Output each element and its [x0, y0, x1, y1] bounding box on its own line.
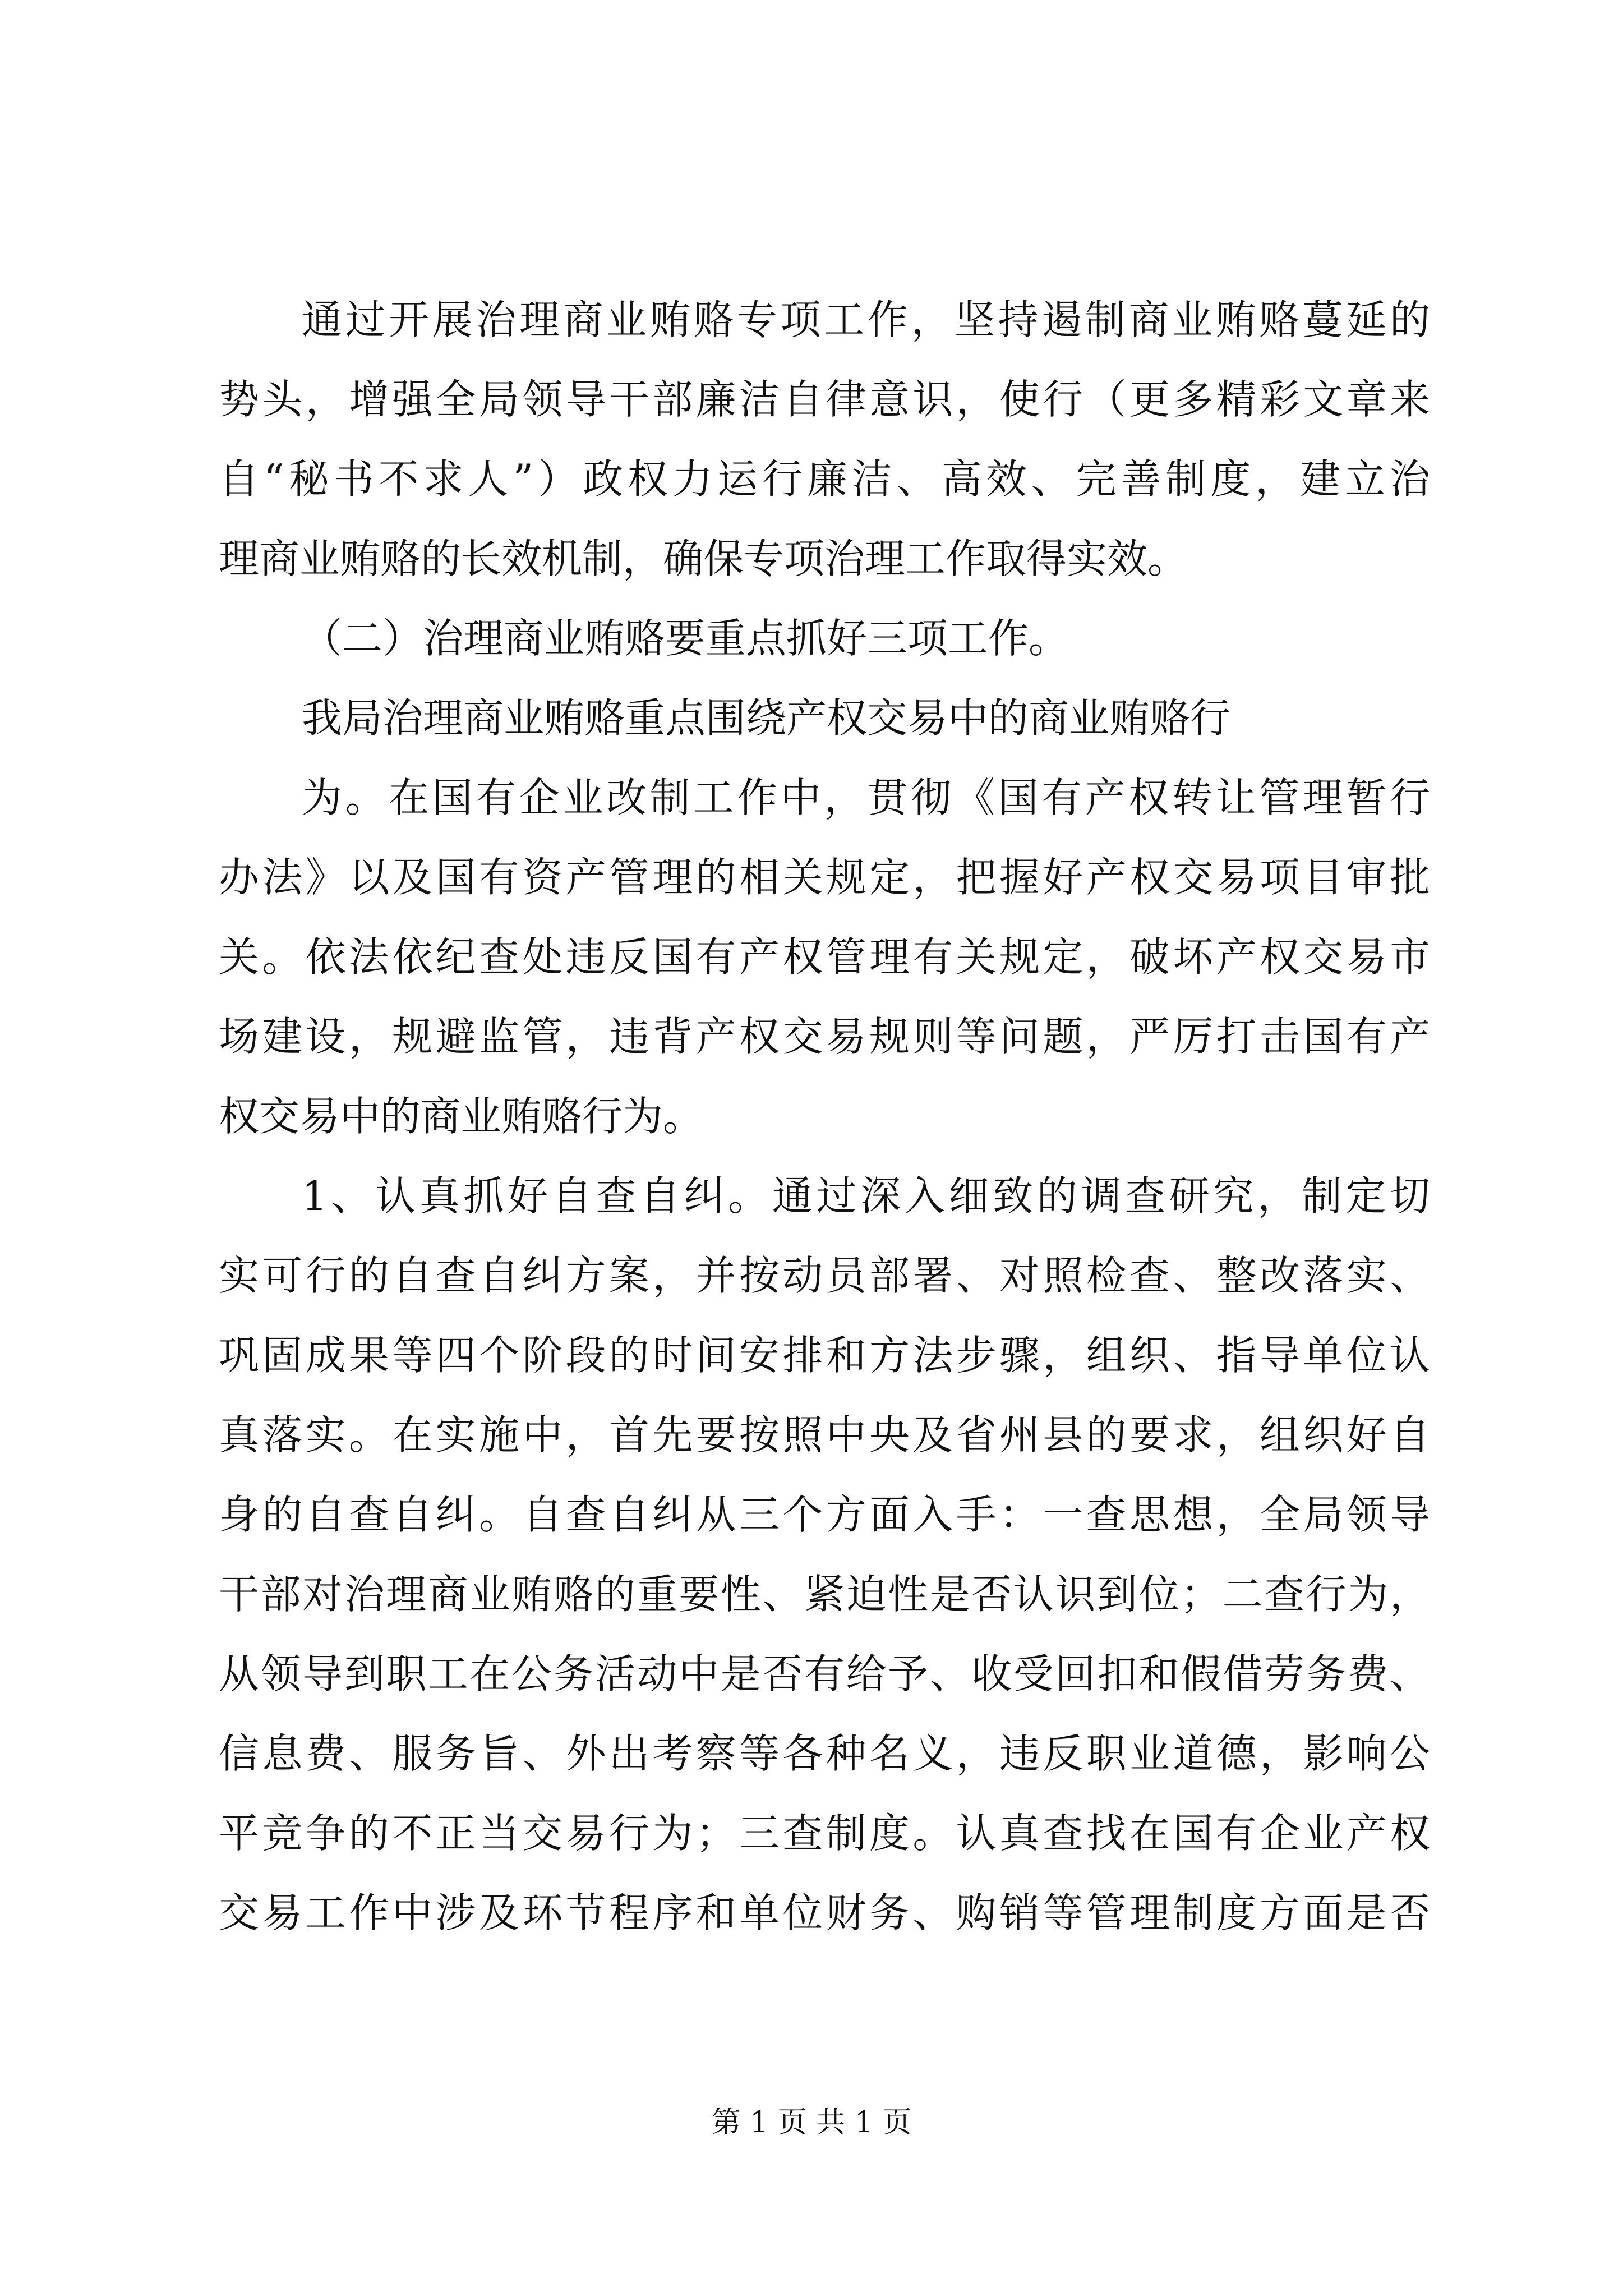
- paragraph-line: 我局治理商业贿赂重点围绕产权交易中的商业贿赂行: [302, 694, 1231, 742]
- paragraph-line: 通过开展治理商业贿赂专项工作，坚持遏制商业贿赂蔓延的: [302, 296, 1430, 343]
- paragraph-line: 实可行的自查自纠方案，并按动员部署、对照检查、整改落实、: [219, 1252, 1430, 1299]
- paragraph-line: 1、认真抓好自查自纠。通过深入细致的调查研究，制定切: [302, 1172, 1430, 1220]
- paragraph-line: 交易工作中涉及环节程序和单位财务、购销等管理制度方面是否: [219, 1889, 1430, 1936]
- paragraph-line: 办法》以及国有资产管理的相关规定，把握好产权交易项目审批: [219, 854, 1430, 901]
- paragraph-line: 干部对治理商业贿赂的重要性、紧迫性是否认识到位；二查行为，: [219, 1571, 1430, 1618]
- paragraph-line: 权交易中的商业贿赂行为。: [219, 1093, 704, 1140]
- paragraph-line: 从领导到职工在公务活动中是否有给予、收受回扣和假借劳务费、: [219, 1650, 1430, 1697]
- paragraph-line: 势头，增强全局领导干部廉洁自律意识，使行（更多精彩文章来: [219, 376, 1430, 423]
- section-heading: （二）治理商业贿赂要重点抓好三项工作。: [302, 615, 1069, 662]
- paragraph-line: 信息费、服务旨、外出考察等各种名义，违反职业道德，影响公: [219, 1730, 1430, 1777]
- page-number-footer: 第 1 页 共 1 页: [711, 2106, 912, 2139]
- paragraph-line: 理商业贿赂的长效机制，确保专项治理工作取得实效。: [219, 535, 1188, 582]
- paragraph-line: 身的自查自纠。自查自纠从三个方面入手：一查思想，全局领导: [219, 1491, 1430, 1538]
- paragraph-line: 巩固成果等四个阶段的时间安排和方法步骤，组织、指导单位认: [219, 1332, 1430, 1379]
- paragraph-line: 真落实。在实施中，首先要按照中央及省州县的要求，组织好自: [219, 1411, 1430, 1458]
- paragraph-line: 平竞争的不正当交易行为；三查制度。认真查找在国有企业产权: [219, 1810, 1430, 1857]
- paragraph-line: 为。在国有企业改制工作中，贯彻《国有产权转让管理暂行: [302, 774, 1430, 821]
- paragraph-line: 自“秘书不求人”）政权力运行廉洁、高效、完善制度，建立治: [219, 455, 1430, 503]
- paragraph-line: 场建设，规避监管，违背产权交易规则等问题，严厉打击国有产: [219, 1013, 1430, 1060]
- paragraph-line: 关。依法依纪查处违反国有产权管理有关规定，破坏产权交易市: [219, 933, 1430, 981]
